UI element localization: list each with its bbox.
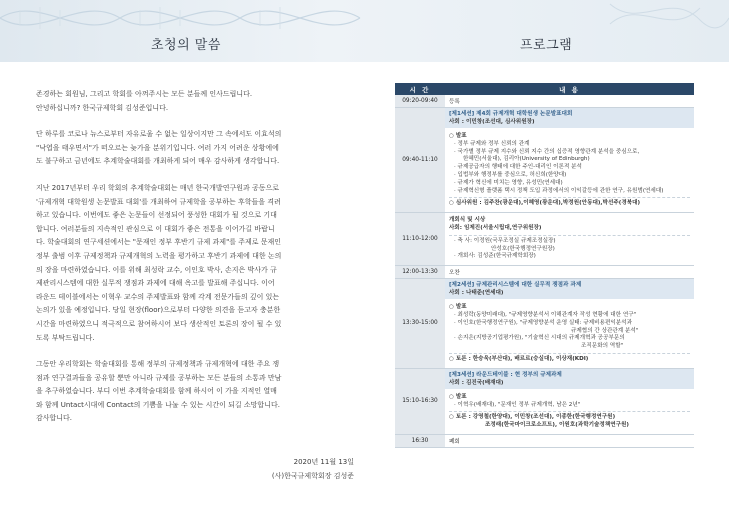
header-time: 시 간 [395, 83, 445, 95]
letter-line: 도록 부탁드립니다. [36, 333, 95, 342]
letter-line: 하고 있습니다. 이번에도 좋은 논문들이 선정되어 풍성한 대회가 될 것으로 기대 [36, 211, 277, 220]
presentation-heading: ○ 발표 [449, 133, 467, 139]
list-item: · 손지은(지방공기업평가원), "기술혁신 시대의 규제개혁과 공공부문의 [454, 335, 625, 342]
row-content [445, 279, 694, 369]
list-item: 안성호(한국행정연구원장) [491, 245, 555, 252]
discussion-line: ○ 토론 : 한승욱(부산대), 배르르(숭실대), 이상재(KDI) [449, 355, 589, 362]
row-content [445, 368, 694, 434]
list-item: · 입법부와 행정부를 중심으로, 허신희(한양대) [454, 171, 567, 178]
list-item: · 국가별 정부 규제 지수와 신뢰 지수 간의 십증적 영향관계 분석을 중심으로, [454, 148, 640, 155]
letter-line: 단 하루를 코로나 뉴스로부터 자유로울 수 없는 일상이지만 그 속에서도 이효석의 [36, 130, 282, 139]
row-content [445, 108, 694, 213]
letter-date: 2020년 11월 13일 [293, 458, 354, 466]
row-time: 15:10-16:30 [395, 368, 445, 434]
session-title: [제2세션] 규제관리시스템에 대한 실무적 쟁점과 과제 [449, 282, 582, 289]
table-row [395, 266, 694, 279]
letter-line: 다. 학술대회의 연구세션에서는 "문재인 정부 후반기 규제 과제"를 주제로 문재인 [36, 238, 282, 247]
dna-helix-decoration [0, 0, 729, 62]
session-header [445, 369, 694, 389]
list-item: · 개회사: 김성준(한국규제학회장) [454, 253, 536, 260]
row-content: 오찬 [445, 266, 694, 279]
letter-line: 그동안 우리학회는 학술대회를 통해 정부의 규제정책과 규제개혁에 대한 주요 쟁 [36, 360, 280, 369]
session-title: [제1세션] 제4회 규제개혁 대학원생 논문발표대회 [449, 111, 573, 117]
letter-line: 을 추구하였습니다. 부디 이번 추계학술대회를 함께 하시어 이 가을 지적인 열매 [36, 387, 277, 396]
letter-line: 논의가 있을 예정입니다. 당일 현장(floor)으로부터 다양한 의견을 듣고자 충분한 [36, 306, 281, 315]
discussion-line: 조정래(한국마이크로소프트), 이원호(과학기술정책연구원) [485, 422, 629, 429]
row-time: 13:30-15:00 [395, 279, 445, 369]
table-row [395, 108, 694, 213]
row-content [445, 213, 694, 266]
list-item: · 정부 규제와 정부 신뢰의 관계 [454, 140, 530, 147]
list-item: 조직문화의 역할" [581, 343, 624, 350]
list-item: · 최성락(동양미래대), "규제영향분석서 이해관계자 작성 현황에 대한 연구" [454, 311, 637, 318]
letter-line: 점과 연구결과들을 공유할 뿐만 아니라 규제를 공부하는 모든 분들의 소통과 만남 [36, 373, 282, 382]
letter-line: '규제개혁 대학원생 논문발표 대회'를 개최하여 규제학을 공부하는 후학들을 격려 [36, 197, 281, 206]
presentation-heading: ○ 발표 [449, 393, 467, 400]
row-time: 12:00-13:30 [395, 266, 445, 279]
session-header [445, 279, 694, 299]
letter-line: 의 장을 마련하였습니다. 이를 위해 최성락 교수, 이인호 박사, 손지은 박사가 규 [36, 265, 277, 274]
session-chair: 사회 : 김진국(배재대) [449, 379, 504, 386]
list-item: · 축 사: 이정원(국무조정실 규제조정실장) [454, 237, 556, 244]
list-item: · 이인호(한국행정연구원), "규제영향분석 운영 실태: 규제비용편익분석과 [454, 319, 632, 326]
row-time: 11:10-12:00 [395, 213, 445, 266]
header-band [0, 0, 729, 62]
letter-line: 라운드 테이블에서는 이혁우 교수의 주제발표와 함께 각계 전문가들의 깊이 있는 [36, 292, 280, 301]
greeting-title: 초청의 말씀 [151, 38, 221, 53]
letter-line: 와 함께 Untact시대에 Contact의 기쁨을 나눌 수 있는 시간이 되길 소망합니다. [36, 400, 280, 409]
row-content: 폐회 [445, 434, 694, 447]
letter-signature: (사)한국규제학회장 김성준 [271, 472, 354, 480]
list-item: 규제협의 간 상관관계 분석" [571, 327, 639, 334]
row-time: 09:40-11:10 [395, 108, 445, 213]
list-item: · 규제가 혁신에 미치는 영향, 유성민(연세대) [454, 179, 563, 186]
letter-line: 합니다. 여러분들의 지속적인 관심으로 이 대회가 좋은 전통을 이어가길 바랍니 [36, 224, 275, 233]
table-row [395, 368, 694, 434]
letter-line: 시간을 마련하였으니 적극적으로 참여하시어 보다 생산적인 토론의 장이 될 수 있 [36, 319, 282, 328]
session-title: [제3세션] 라운드테이블 : 현 정부의 규제과제 [449, 371, 562, 378]
ceremony-chair: 사회: 임제진(서울시립대,연구위원장) [449, 224, 542, 231]
session-chair: 사회 : 이민창(조선대, 심사위원장) [449, 119, 535, 125]
table-row [395, 434, 694, 447]
row-content: 등록 [445, 95, 694, 108]
row-time: 09:20-09:40 [395, 95, 445, 108]
session-header [445, 108, 694, 128]
letter-line: 안녕하십니까? 한국규제학회 김성준입니다. [36, 103, 169, 112]
table-row [395, 95, 694, 108]
letter-line: 도 불구하고 금년에도 추계학술대회를 개최하게 되어 매우 감사하게 생각합니다. [36, 157, 280, 166]
list-item: · 규제혁신형 플랫폼 택시 정책 도입 과정에서의 이익갈등에 관한 연구, 유원범(연세대) [454, 187, 664, 194]
session-chair: 사회 : 나태준(연세대) [449, 290, 504, 297]
judges-line: ○ 심사위원 : 김주찬(광운대),이혜영(광운대),박정원(안동대),박선주(경북대) [449, 200, 641, 207]
header-content: 내 용 [445, 83, 694, 95]
ceremony-title: 개회식 및 시상 [449, 217, 486, 224]
greeting-letter [36, 88, 354, 426]
table-row [395, 213, 694, 266]
row-time: 16:30 [395, 434, 445, 447]
table-row [395, 279, 694, 369]
presentation-heading: ○ 발표 [449, 304, 467, 311]
list-item: · 규제공급자의 행태에 대한 주인-대리인 이론적 분석 [454, 164, 582, 171]
letter-line: "낙엽을 태우면서"가 떠오르는 늦가을 분위기입니다. 여러 가지 어려운 상황에에 [36, 143, 279, 152]
program-table [395, 83, 694, 448]
letter-line: 존경하는 회원님, 그리고 학회를 아껴주시는 모든 분들께 인사드립니다. [36, 90, 253, 98]
letter-line: 제관리시스템에 대한 실무적 쟁점과 과제에 대해 옥고를 발표해 주십니다. 이어 [36, 279, 275, 288]
list-item: 한혜민(서울대), 김리아(University of Edinburgh) [463, 156, 590, 163]
letter-line: 지난 2017년부터 우리 학회의 추계학술대회는 매년 한국개발연구원과 공동으로 [36, 183, 280, 192]
discussion-line: ○ 토론 : 강영철(한양대), 이민창(조선대), 이종한(한국행정연구원) [449, 414, 616, 421]
list-item: · 이혁우(배재대), "문재인 정부 규제개혁, 남은 2년" [454, 401, 581, 408]
program-title: 프로그램 [520, 38, 573, 53]
letter-line: 감사합니다. [36, 414, 73, 423]
letter-line: 정부 출범 이후 규제정책과 규제개혁의 노력을 평가하고 후반기 과제에 대한 논의 [36, 251, 282, 260]
